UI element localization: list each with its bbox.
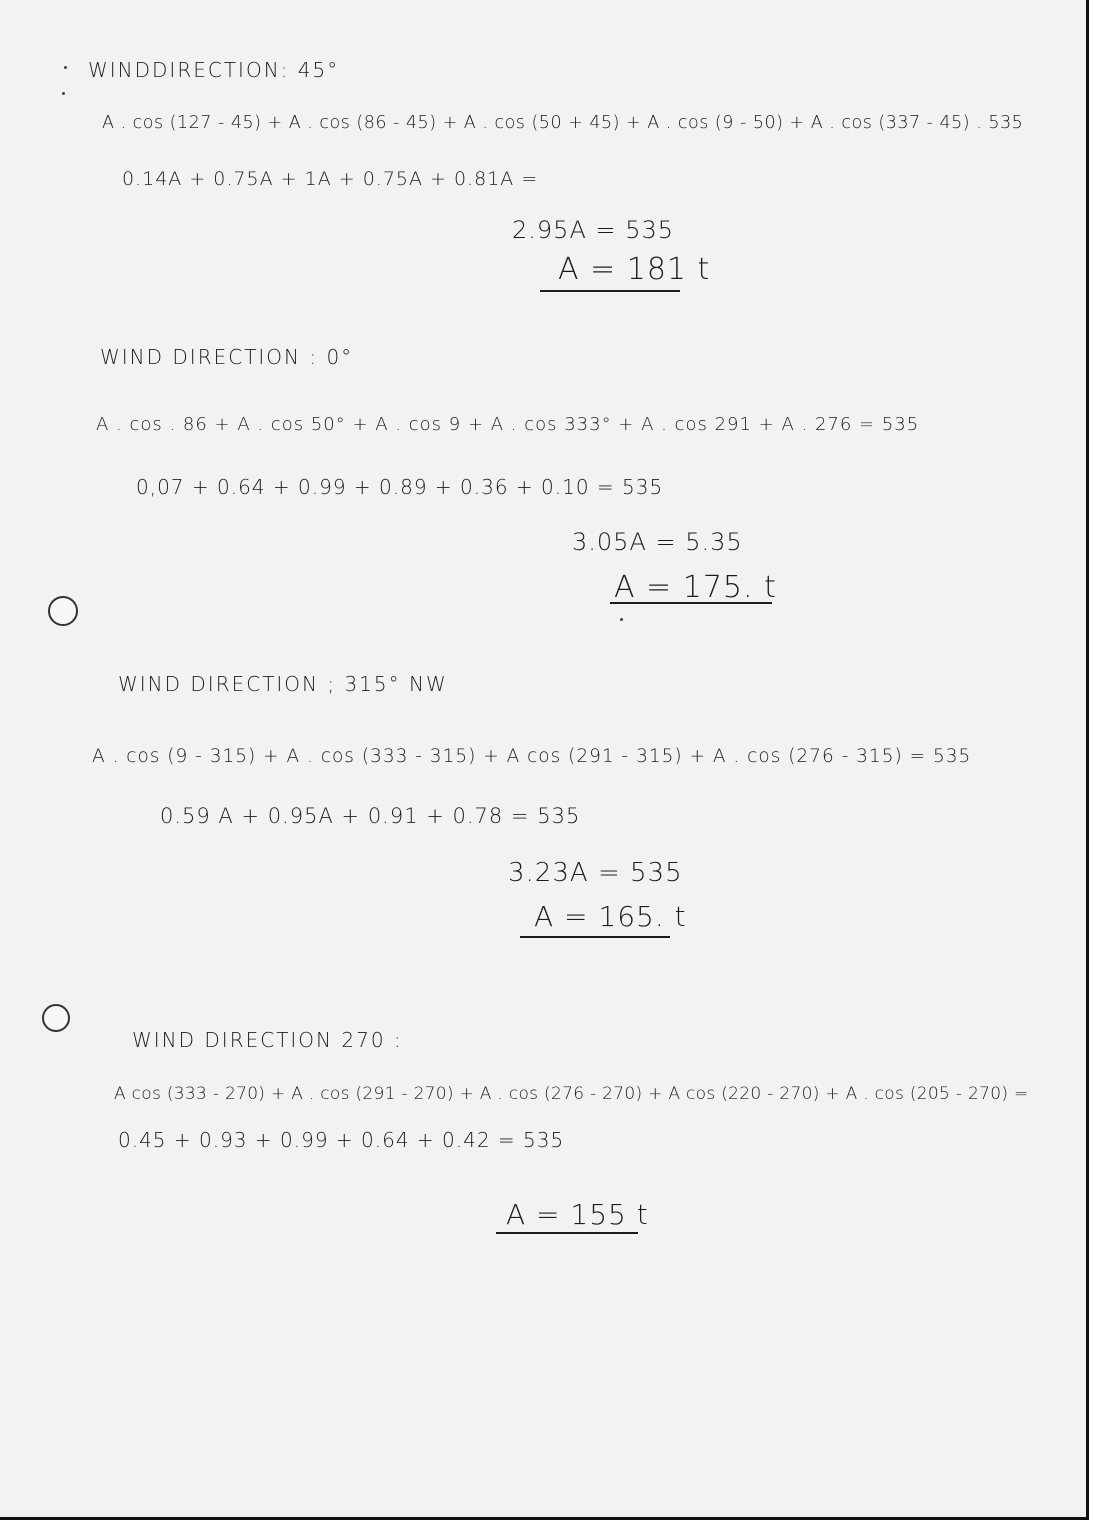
equation-wind-45: A . cos (127 - 45) + A . cos (86 - 45) + A . cos (50 + 45) + A . cos (9 - 50) + A . cos (337 - 45) . 535 [102,113,1024,133]
coefficients-wind-270: 0.45 + 0.93 + 0.99 + 0.64 + 0.42 = 535 [118,1128,565,1152]
stray-mark [64,66,67,69]
heading-wind-270: WIND DIRECTION 270 : [132,1028,403,1052]
result-underline [496,1232,638,1234]
result-underline [610,602,772,604]
result-wind-270: A = 155 t [506,1198,649,1231]
heading-wind-315: WIND DIRECTION ; 315° NW [118,672,448,696]
sum-wind-0: 3.05A = 5.35 [572,528,743,556]
equation-wind-0: A . cos . 86 + A . cos 50° + A . cos 9 + A . cos 333° + A . cos 291 + A . 276 = 535 [96,414,920,435]
result-wind-45: A = 181 t [558,252,711,287]
coefficients-wind-315: 0.59 A + 0.95A + 0.91 + 0.78 = 535 [160,804,581,828]
equation-wind-315: A . cos (9 - 315) + A . cos (333 - 315) + A cos (291 - 315) + A . cos (276 - 315) = 535 [92,746,972,767]
sum-wind-315: 3.23A = 535 [508,858,683,888]
sum-wind-45: 2.95A = 535 [512,216,675,244]
result-wind-0: A = 175. t [614,570,777,605]
equation-wind-270: A cos (333 - 270) + A . cos (291 - 270) + A . cos (276 - 270) + A cos (220 - 270) + A . cos (205 - 270) = [114,1084,1029,1104]
result-underline [540,290,680,292]
heading-wind-0: WIND DIRECTION : 0° [100,345,354,369]
stray-mark [620,618,623,621]
result-wind-315: A = 165. t [534,900,687,933]
result-underline [520,936,670,938]
stray-mark [62,92,65,95]
coefficients-wind-0: 0,07 + 0.64 + 0.99 + 0.89 + 0.36 + 0.10 = 535 [136,475,664,499]
heading-wind-45: WINDDIRECTION: 45° [88,58,340,82]
punch-hole [42,1004,70,1032]
punch-hole [48,596,78,626]
coefficients-wind-45: 0.14A + 0.75A + 1A + 0.75A + 0.81A = [122,168,539,190]
